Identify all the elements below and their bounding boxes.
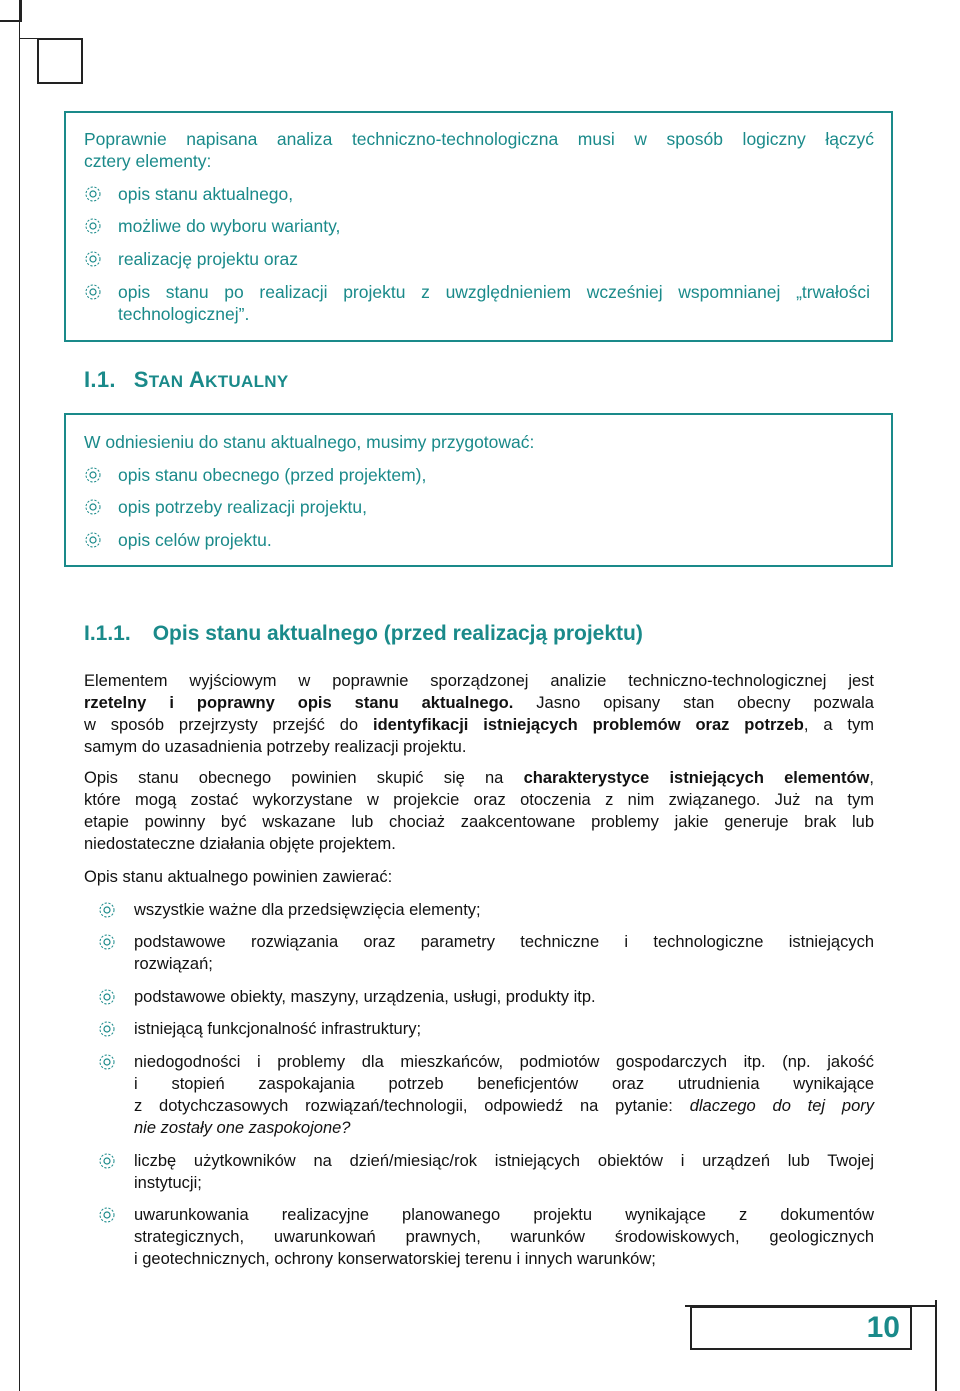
intro-item-3 [82, 248, 298, 270]
list-line: i stopień zaspokajania potrzeb beneficjentów oraz utrudnienia wynikające [134, 1075, 874, 1093]
stan-item-2 [82, 496, 367, 518]
intro-line-1: Poprawnie napisana analiza techniczno-technologiczna musi w sposób logiczny łączyć [84, 129, 874, 149]
para-text: , a tym [803, 716, 874, 734]
gear-bullet-icon [96, 1204, 118, 1226]
heading-part: TAN [148, 372, 184, 391]
para-line: niedostateczne działania objęte projektem. [84, 835, 396, 853]
list-line: niedogodności i problemy dla mieszkańców, podmiotów gospodarczych itp. (np. jakość [134, 1053, 874, 1071]
para-line [84, 692, 874, 714]
stan-item-text: opis celów projektu. [118, 530, 272, 550]
list-item [96, 986, 874, 1008]
para-line [84, 714, 874, 736]
gear-bullet-icon [96, 1051, 118, 1073]
margin-line [19, 0, 20, 1391]
page-number: 10 [866, 1311, 900, 1344]
list-item-text [134, 931, 874, 975]
list-item [96, 1018, 874, 1040]
list-line [134, 1095, 874, 1117]
intro-item-text: technologicznej”. [118, 304, 250, 324]
gear-bullet-icon [96, 986, 118, 1008]
list-item-text [134, 1150, 874, 1194]
para-text: Opis stanu obecnego powinien skupić się na [84, 769, 524, 787]
intro-item-text: opis stanu po realizacji projektu z uwzględnieniem wcześniej wspomnianej „trwałości [118, 282, 870, 302]
stan-box-lead: W odniesieniu do stanu aktualnego, musimy przygotować: [84, 432, 535, 452]
list-item [96, 899, 874, 921]
intro-line-2: cztery elementy: [84, 151, 212, 171]
italic-text: dlaczego do tej pory [689, 1097, 874, 1115]
list-item [96, 1051, 874, 1139]
para-line: które mogą zostać wykorzystane w projekcie oraz otoczenia z nim związanego. Już na tym [84, 791, 874, 809]
gear-bullet-icon [82, 183, 104, 205]
intro-item-4 [82, 281, 870, 325]
gear-bullet-icon [96, 1150, 118, 1172]
list-line [134, 1117, 874, 1139]
heading-part: A [188, 367, 206, 392]
list-item-text: istniejącą funkcjonalność infrastruktury; [134, 1020, 422, 1038]
paragraph-3: Opis stanu aktualnego powinien zawierać: [84, 868, 393, 886]
para-text: w sposób przejrzysty przejść do [84, 716, 373, 734]
list-item-text [134, 1051, 874, 1139]
list-line: rozwiązań; [134, 955, 213, 973]
list-line: liczbę użytkowników na dzień/miesiąc/rok istniejących obiektów i urządzeń lub Twojej [134, 1152, 874, 1170]
list-item [96, 1204, 874, 1270]
section-heading-stan-aktualny [84, 367, 288, 393]
section-number: I.1. [84, 367, 116, 392]
para-text: Jasno opisany stan obecny pozwala [513, 694, 874, 712]
bold-text: charakterystyce istniejących elementów [523, 769, 870, 787]
stan-item-1 [82, 464, 426, 486]
para-text: , [869, 769, 874, 787]
list-line: instytucji; [134, 1174, 202, 1192]
gear-bullet-icon [82, 248, 104, 270]
corner-square-outline [37, 38, 83, 84]
intro-item-text: realizację projektu oraz [118, 249, 298, 269]
gear-bullet-icon [82, 529, 104, 551]
intro-item-text: możliwe do wyboru warianty, [118, 216, 341, 236]
list-line: podstawowe rozwiązania oraz parametry techniczne i technologiczne istniejących [134, 933, 874, 951]
para-line [84, 767, 874, 789]
stan-item-text: opis potrzeby realizacji projektu, [118, 497, 368, 517]
subsection-heading [84, 622, 643, 646]
list-item-text: wszystkie ważne dla przedsięwzięcia elementy; [134, 901, 481, 919]
para-line: etapie powinny być wskazane lub chociaż zaakcentowane problemy jakie generuje brak lub [84, 813, 874, 831]
list-text: z dotychczasowych rozwiązań/technologii, odpowiedź na pytanie: [134, 1097, 690, 1115]
subsection-title: Opis stanu aktualnego (przed realizacją projektu) [152, 622, 643, 645]
para-line: Elementem wyjściowym w poprawnie sporządzonej analizie techniczno-technologicznej jest [84, 672, 874, 690]
page-number-box [690, 1306, 912, 1350]
stan-item-3 [82, 529, 272, 551]
corner-square [0, 0, 22, 22]
intro-item-2 [82, 215, 340, 237]
gear-bullet-icon [96, 1018, 118, 1040]
intro-item-1 [82, 183, 293, 205]
page-number-frame-line [935, 1300, 937, 1391]
bold-text: rzetelny i poprawny opis stanu aktualnego. [84, 694, 514, 712]
stan-item-text: opis stanu obecnego (przed projektem), [118, 465, 427, 485]
list-item-text: podstawowe obiekty, maszyny, urządzenia, usługi, produkty itp. [134, 988, 596, 1006]
heading-part: S [133, 367, 149, 392]
gear-bullet-icon [82, 281, 104, 303]
paragraph-2 [84, 767, 874, 855]
gear-bullet-icon [82, 496, 104, 518]
heading-part: KTUALNY [205, 372, 289, 391]
bold-text: identyfikacji istniejących problemów oraz potrzeb [373, 716, 804, 734]
list-line: strategicznych, uwarunkowań prawnych, warunków środowiskowych, geologicznych [134, 1228, 874, 1246]
gear-bullet-icon [82, 464, 104, 486]
corner-connector [19, 38, 37, 39]
gear-bullet-icon [96, 931, 118, 953]
gear-bullet-icon [82, 215, 104, 237]
list-item [96, 931, 874, 975]
intro-item-text: opis stanu aktualnego, [118, 184, 294, 204]
list-item-text [134, 1204, 874, 1270]
gear-bullet-icon [96, 899, 118, 921]
italic-text: nie zostały one zaspokojone? [134, 1119, 351, 1137]
subsection-number: I.1.1. [84, 622, 131, 645]
paragraph-1 [84, 670, 874, 758]
list-item [96, 1150, 874, 1194]
list-line: i geotechnicznych, ochrony konserwatorskiej terenu i innych warunków; [134, 1250, 656, 1268]
para-line: samym do uzasadnienia potrzeby realizacji projektu. [84, 738, 467, 756]
list-line: uwarunkowania realizacyjne planowanego projektu wynikające z dokumentów [134, 1206, 874, 1224]
